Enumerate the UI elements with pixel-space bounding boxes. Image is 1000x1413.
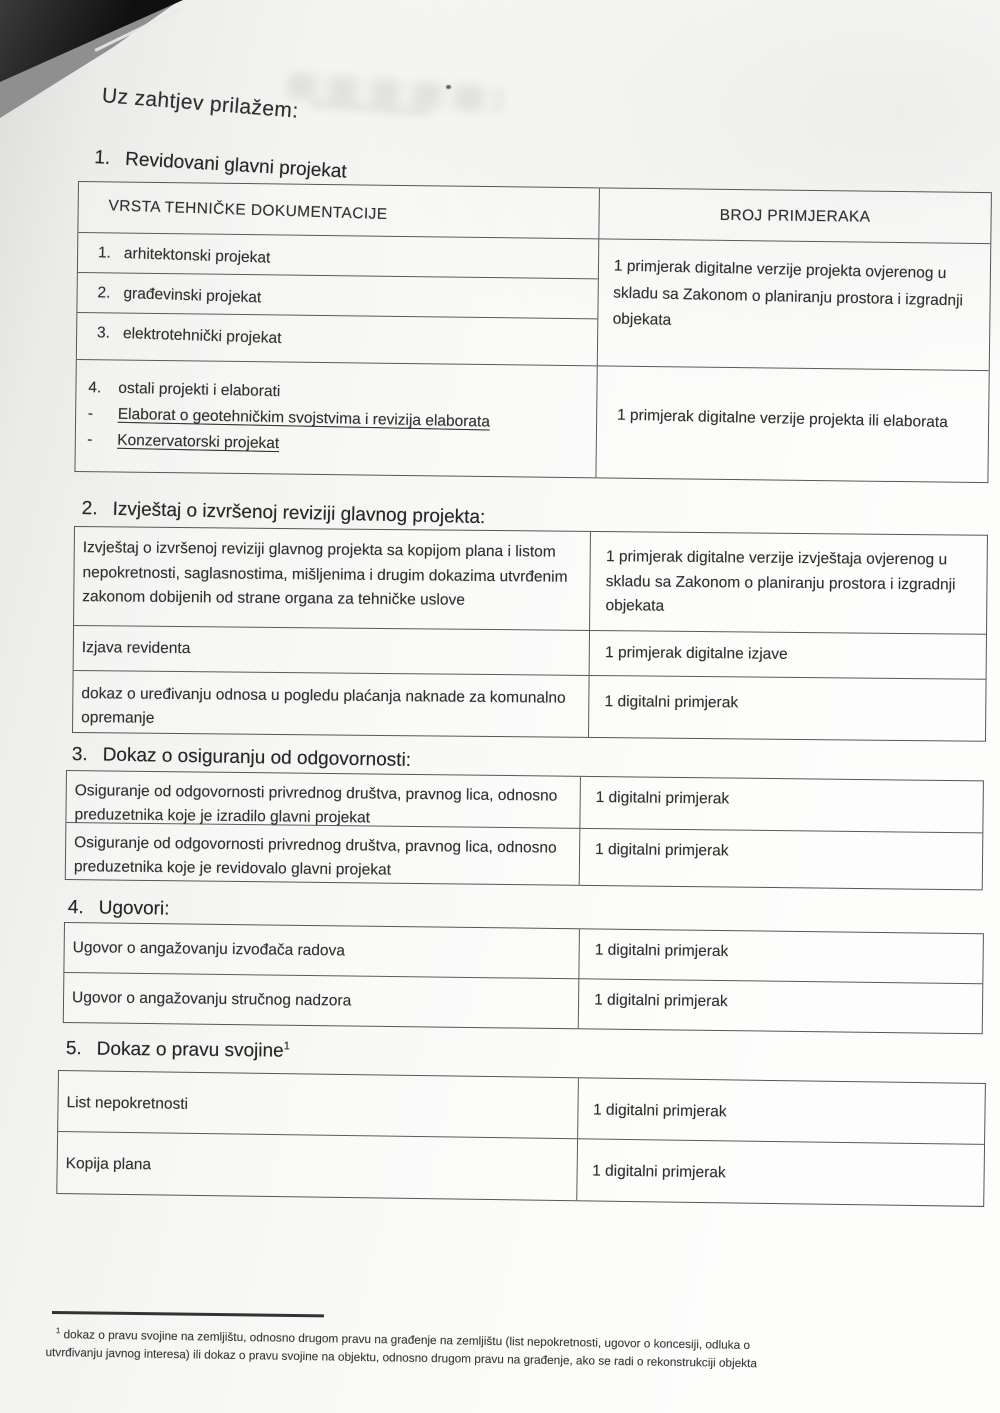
footnote-line: utvrđivanju javnog interesa) ili dokaz o pravu svojine na objektu, odnosno drugom pravu na građenje, ako se radi o rekonstrukciji objekta [45,1344,758,1371]
section-5-heading [66,1038,290,1063]
section-title: Dokaz o pravu svojine [96,1038,284,1062]
table-row [64,973,579,1028]
copies-text: 1 digitalni primjerak [595,789,730,808]
row-number: 1. [97,244,112,262]
row-label: Ugovor o angažovanju stručnog nadzora [71,989,352,1010]
copies-cell [595,366,988,482]
doc-type-header-cell [78,182,598,239]
section-number: 5. [65,1038,82,1060]
table-row [74,527,590,631]
section-title: Dokaz o osiguranju od odgovornosti: [102,744,412,771]
section-4-table [63,922,984,1034]
section-number: 2. [81,498,98,520]
section-2-heading [82,498,486,529]
column-header-label: VRSTA TEHNIČKE DOKUMENTACIJE [108,197,388,224]
table-row [78,233,598,279]
table-row [74,626,590,676]
row-label: List nepokretnosti [66,1094,189,1113]
section-title: Izvještaj o izvršenoj reviziji glavnog projekta: [112,498,486,529]
table-row [66,823,580,885]
copies-cell [579,829,983,890]
copies-merged-cell [597,239,991,371]
row-label: građevinski projekat [123,285,262,307]
section-title: Revidovani glavni projekat [124,148,348,183]
dash-bullet: - [87,405,94,423]
copies-text: 1 primjerak digitalne verzije projekta ovjerenog u skladu sa Zakonom o planiranju prostora i izgradnji objekata [612,257,963,329]
footnote-text [45,1322,953,1375]
row-number: 4. [88,379,102,397]
copies-text: 1 digitalni primjerak [592,1162,726,1182]
footnote-reference: 1 [283,1040,290,1053]
section-number: 1. [93,147,111,169]
copies-cell [588,676,985,741]
copies-cell [578,979,982,1033]
dash-bullet: - [87,431,93,449]
row-label: elektrotehnički projekat [122,325,282,348]
table-row [77,313,597,366]
row-label: Osiguranje od odgovornosti privrednog društva, pravnog lica, odnosno preduzetnika koje je izradilo glavni projekat [74,782,558,826]
sub-item-label: Elaborat o geotehničkim svojstvima i revizija elaborata [117,405,491,431]
copies-cell [589,532,987,635]
section-title: Ugovori: [98,897,170,920]
copies-text: 1 digitalni primjerak [594,841,729,860]
section-3-table [65,770,984,890]
row-label: arhitektonski projekat [123,245,271,267]
sub-item-label: Konzervatorski projekat [117,431,280,453]
copies-cell [579,777,983,834]
row-label: Izjava revidenta [81,639,191,658]
section-1-table [74,181,991,483]
row-label: Ugovor o angažovanju izvođača radova [72,939,346,960]
section-1-heading [94,147,348,184]
copies-text: 1 primjerak digitalne verzije izvještaja ovjerenog u skladu sa Zakonom o planiranju prostora i izgradnji objekata [605,548,956,615]
row-number: 3. [96,324,111,342]
copies-text: 1 primjerak digitalne verzije projekta ili elaborata [616,406,948,432]
column-header-label: BROJ PRIMJERAKA [719,206,871,226]
row-label: Izvještaj o izvršenoj reviziji glavnog projekta sa kopijom plana i listom nepokretnosti, saglasnostima, mišljenima i drugim dokazima utvrđenim zakonom dobijenih od strane organa za tehničke uslove [82,539,568,609]
row-label: ostali projekti i elaborati [118,379,281,401]
table-row [75,360,596,477]
copies-cell [578,929,983,984]
table-row [77,273,597,319]
ink-dot [446,85,451,89]
footnote-marker: 1 [55,1326,61,1336]
row-number: 2. [97,284,111,302]
copies-header-cell [598,188,991,244]
section-2-table [72,526,988,742]
copies-cell [589,631,986,680]
row-label: dokaz o uređivanju odnosa u pogledu plaćanja naknade za komunalno opremanje [81,685,566,727]
row-label: Kopija plana [65,1155,152,1174]
table-row [57,1132,576,1200]
section-4-heading [68,897,170,921]
section-3-heading [72,744,412,772]
copies-text: 1 digitalni primjerak [594,991,728,1011]
footnote-line: dokaz o pravu svojine na zemljištu, odnosno drugom pravu na građenje na zemljištu (list nepokretnosti, ugovor o koncesiji, odluka o [63,1327,751,1352]
table-row [73,671,589,737]
row-label: Osiguranje od odgovornosti privrednog društva, pravnog lica, odnosno preduzetnika koje je revidovalo glavni projekat [73,834,557,879]
copies-text: 1 digitalni primjerak [594,941,729,961]
section-number: 3. [71,744,88,766]
table-row [58,1071,577,1139]
intro-text: Uz zahtjev prilažem: [101,84,300,123]
copies-text: 1 digitalni primjerak [592,1101,727,1121]
section-number: 4. [67,897,84,919]
copies-text: 1 digitalni primjerak [604,693,739,712]
copies-cell [577,1078,985,1145]
copies-text: 1 primjerak digitalne izjave [604,644,788,663]
section-5-table [56,1070,986,1207]
table-row [66,771,580,829]
copies-cell [576,1139,984,1206]
table-row [64,923,579,979]
footnote-rule [52,1311,324,1317]
